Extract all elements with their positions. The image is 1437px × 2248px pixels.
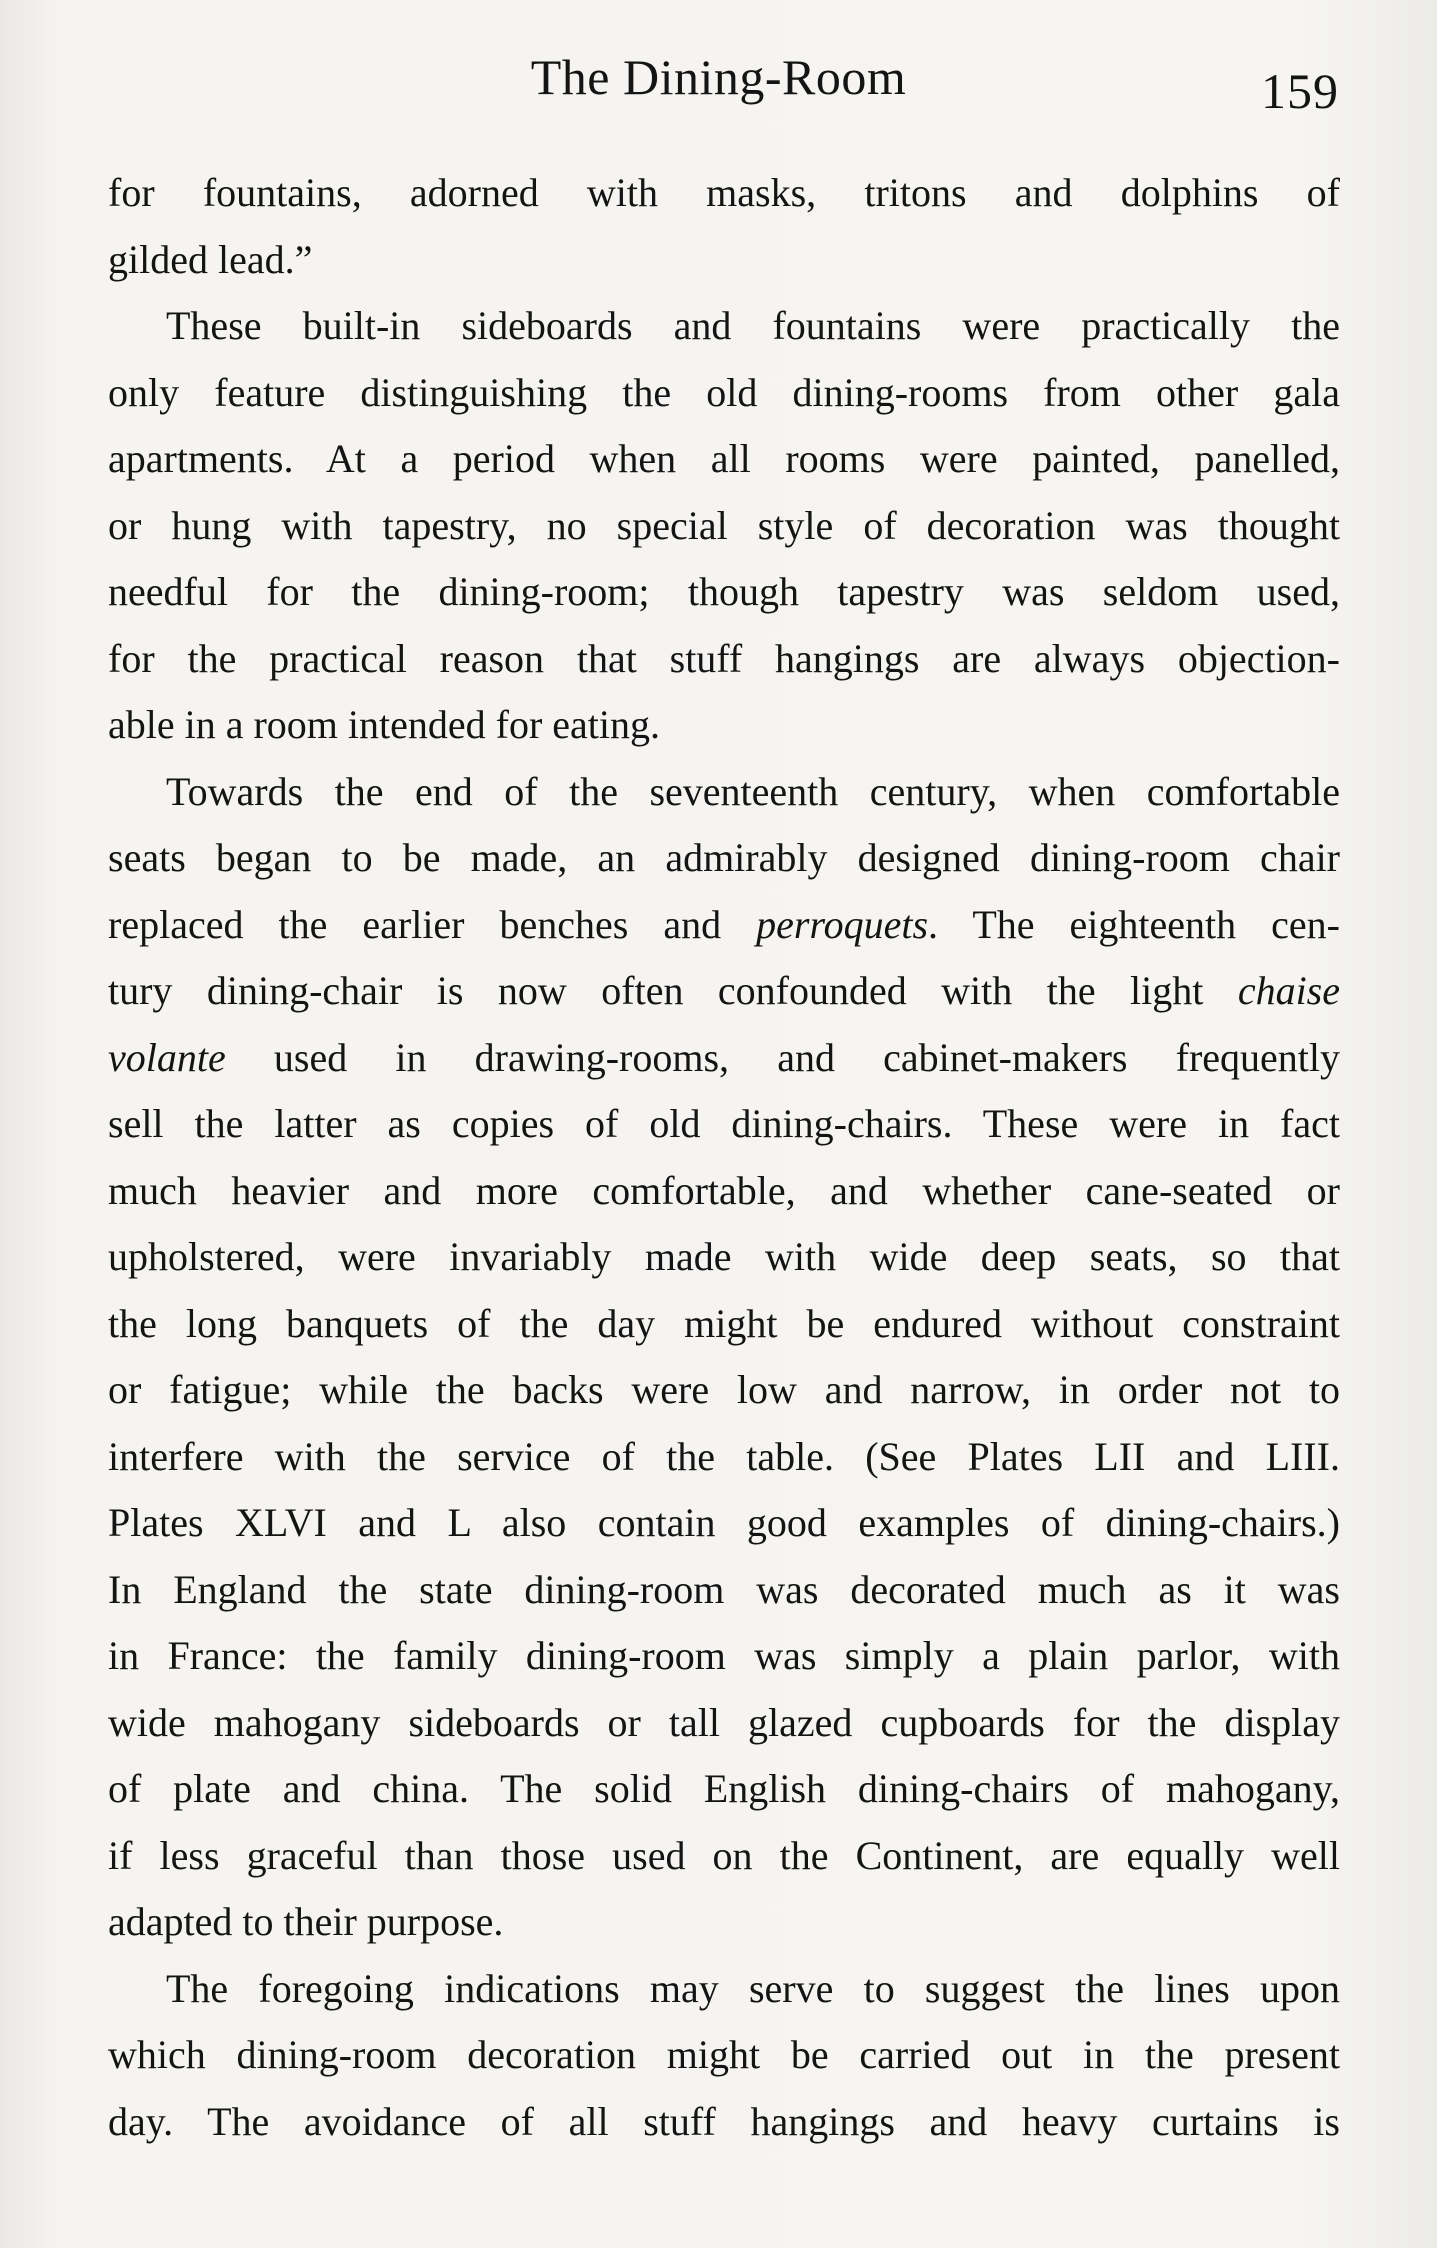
text-line	[108, 1889, 1340, 1956]
text-segment: in France: the family dining-room was simply a plain parlor, with	[108, 1633, 1340, 1678]
text-line	[108, 626, 1340, 693]
text-segment: Towards the end of the seventeenth century, when comfortable	[166, 768, 1340, 814]
italic-term: perroquets	[756, 901, 929, 947]
text-line	[108, 559, 1340, 626]
paragraph	[108, 759, 1340, 1956]
text-line	[108, 160, 1340, 227]
text-line	[108, 1424, 1340, 1491]
text-line	[108, 2022, 1340, 2089]
text-segment: The foregoing indications may serve to suggest the lines upon	[166, 1965, 1340, 2011]
text-line	[108, 892, 1340, 959]
text-line	[108, 360, 1340, 427]
text-segment: adapted to their purpose.	[108, 1899, 504, 1944]
paragraph	[108, 1956, 1340, 2156]
text-segment: needful for the dining-room; though tapestry was seldom used,	[108, 569, 1340, 614]
text-segment: interfere with the service of the table. (See Plates LII and LIII.	[108, 1433, 1340, 1479]
text-line	[108, 1690, 1340, 1757]
page-header	[0, 48, 1437, 118]
text-line	[108, 1623, 1340, 1690]
text-line	[108, 1158, 1340, 1225]
text-segment: tury dining-chair is now often confounded with the light	[108, 968, 1238, 1013]
text-line	[108, 426, 1340, 493]
text-segment: upholstered, were invariably made with wide deep seats, so that	[108, 1234, 1340, 1279]
text-segment: the long banquets of the day might be endured without constraint	[108, 1300, 1340, 1346]
text-segment: day. The avoidance of all stuff hangings and heavy curtains is	[108, 2098, 1340, 2144]
text-segment: or fatigue; while the backs were low and narrow, in order not to	[108, 1367, 1340, 1412]
text-line	[108, 1224, 1340, 1291]
text-segment: Plates XLVI and L also contain good examples of dining-chairs.)	[108, 1500, 1340, 1545]
text-line	[108, 2089, 1340, 2156]
paragraph	[108, 160, 1340, 293]
text-segment: used in drawing-rooms, and cabinet-makers frequently	[225, 1034, 1340, 1080]
text-segment: . The eighteenth cen-	[928, 901, 1340, 947]
body-text	[108, 160, 1340, 2155]
italic-term: chaise	[1237, 968, 1340, 1013]
text-line	[108, 493, 1340, 560]
text-segment: In England the state dining-room was decorated much as it was	[108, 1566, 1340, 1612]
running-title: The Dining-Room	[530, 49, 907, 105]
text-line	[108, 1557, 1340, 1624]
text-line	[108, 1756, 1340, 1823]
text-line	[108, 1823, 1340, 1890]
text-segment: which dining-room decoration might be carried out in the present	[108, 2032, 1340, 2077]
text-segment: These built-in sideboards and fountains were practically the	[166, 303, 1340, 348]
text-line	[108, 759, 1340, 826]
text-line	[108, 1357, 1340, 1424]
text-segment: apartments. At a period when all rooms were painted, panelled,	[108, 436, 1340, 481]
text-segment: gilded lead.”	[108, 236, 313, 282]
text-segment: wide mahogany sideboards or tall glazed cupboards for the display	[108, 1699, 1340, 1745]
page-number: 159	[1261, 63, 1339, 119]
italic-term: volante	[108, 1034, 226, 1080]
text-segment: able in a room intended for eating.	[108, 702, 661, 747]
text-line	[108, 825, 1340, 892]
text-line	[108, 293, 1340, 360]
text-segment: of plate and china. The solid English dining-chairs of mahogany,	[108, 1766, 1340, 1811]
text-line	[108, 958, 1340, 1025]
text-line	[108, 1025, 1340, 1092]
paragraph	[108, 293, 1340, 759]
text-segment: seats began to be made, an admirably designed dining-room chair	[108, 835, 1340, 880]
text-segment: for fountains, adorned with masks, tritons and dolphins of	[108, 170, 1340, 215]
text-segment: or hung with tapestry, no special style of decoration was thought	[108, 502, 1340, 548]
text-segment: for the practical reason that stuff hangings are always objection-	[108, 635, 1340, 681]
text-segment: if less graceful than those used on the Continent, are equally well	[108, 1832, 1340, 1878]
text-segment: replaced the earlier benches and	[108, 901, 757, 947]
text-line	[108, 1956, 1340, 2023]
text-line	[108, 1291, 1340, 1358]
text-line	[108, 1091, 1340, 1158]
text-line	[108, 227, 1340, 294]
text-segment: sell the latter as copies of old dining-chairs. These were in fact	[108, 1101, 1340, 1146]
text-segment: much heavier and more comfortable, and whether cane-seated or	[108, 1167, 1340, 1213]
text-line	[108, 1490, 1340, 1557]
text-line	[108, 692, 1340, 759]
text-segment: only feature distinguishing the old dining-rooms from other gala	[108, 369, 1340, 415]
